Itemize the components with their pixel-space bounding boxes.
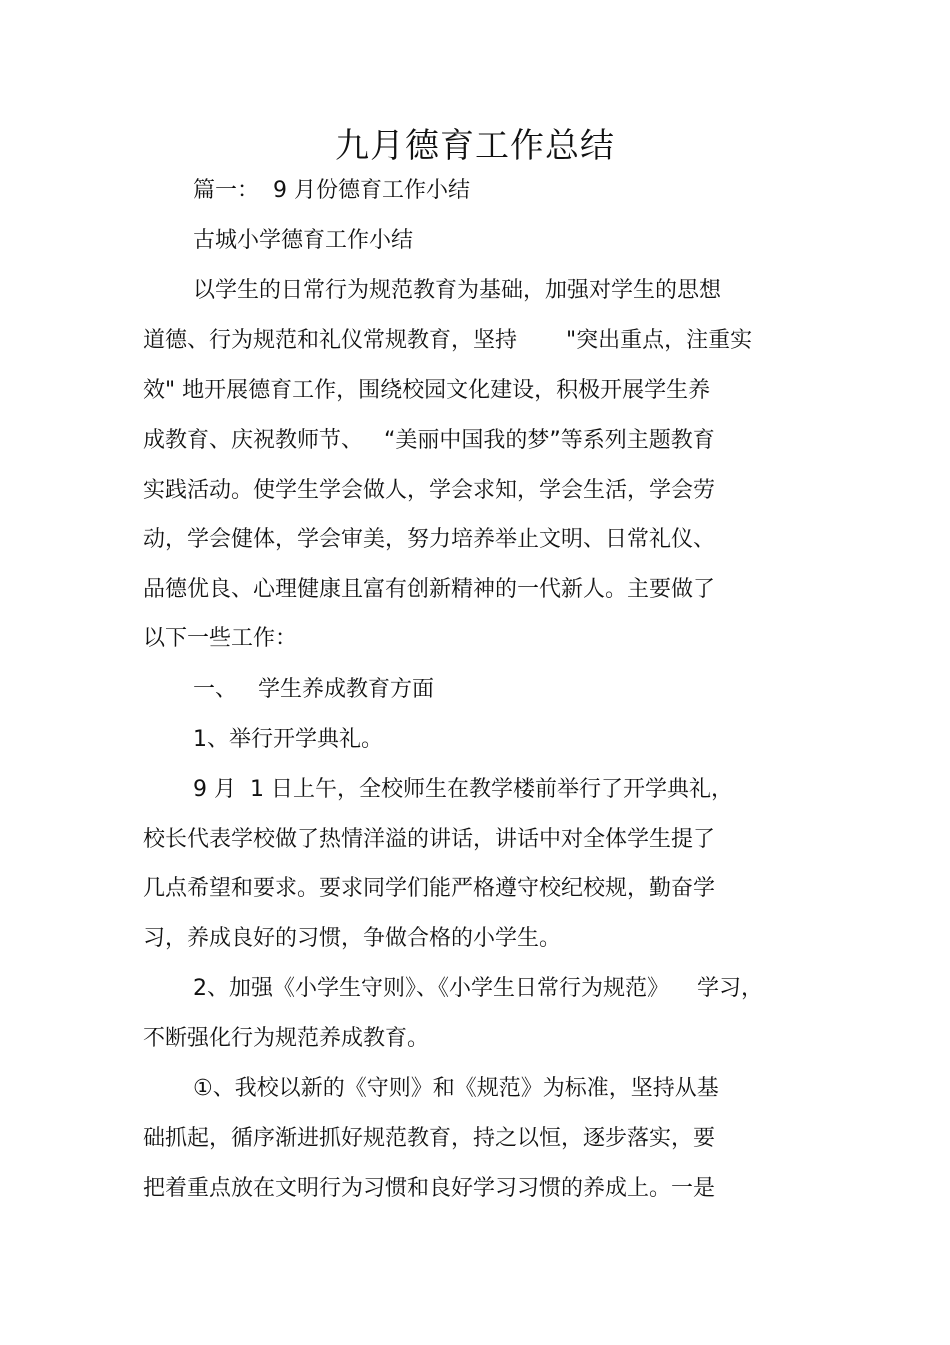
document-title: 九月德育工作总结 — [335, 126, 615, 166]
subsection-heading: 1、举行开学典礼。 — [193, 727, 383, 752]
text-line: 9 月 1 日上午，全校师生在教学楼前举行了开学典礼， — [193, 777, 733, 802]
section-heading: 一、 学生养成教育方面 — [193, 677, 434, 702]
text-line: 篇一： 9 月份德育工作小结 — [193, 178, 470, 203]
text-line: 不断强化行为规范养成教育。 — [143, 1026, 430, 1051]
text-line: 习，养成良好的习惯，争做合格的小学生。 — [143, 926, 562, 951]
text-line: 几点希望和要求。要求同学们能严格遵守校纪校规，勤奋学 — [143, 876, 716, 901]
subsection-heading: 2、加强《小学生守则》、《小学生日常行为规范》 学习， — [193, 976, 763, 1001]
text-line: 以学生的日常行为规范教育为基础，加强对学生的思想 — [193, 278, 722, 303]
text-line: 古城小学德育工作小结 — [193, 228, 414, 253]
text-line: 道德、行为规范和礼仪常规教育，坚持 "突出重点，注重实 — [143, 328, 753, 353]
text-line: 以下一些工作： — [143, 626, 298, 651]
text-line: 效" 地开展德育工作，围绕校园文化建设，积极开展学生养 — [143, 378, 711, 403]
text-line: ①、我校以新的《守则》和《规范》为标准，坚持从基 — [193, 1076, 719, 1101]
text-line: 动，学会健体，学会审美，努力培养举止文明、日常礼仪、 — [143, 527, 716, 552]
text-line: 实践活动。使学生学会做人，学会求知，学会生活，学会劳 — [143, 478, 716, 503]
text-line: 成教育、庆祝教师节、 “美丽中国我的梦”等系列主题教育 — [143, 428, 715, 453]
text-line: 品德优良、心理健康且富有创新精神的一代新人。主要做了 — [143, 577, 716, 602]
text-line: 础抓起，循序渐进抓好规范教育，持之以恒，逐步落实，要 — [143, 1126, 716, 1151]
text-line: 校长代表学校做了热情洋溢的讲话，讲话中对全体学生提了 — [143, 827, 716, 852]
text-line: 把着重点放在文明行为习惯和良好学习习惯的养成上。一是 — [143, 1176, 716, 1201]
